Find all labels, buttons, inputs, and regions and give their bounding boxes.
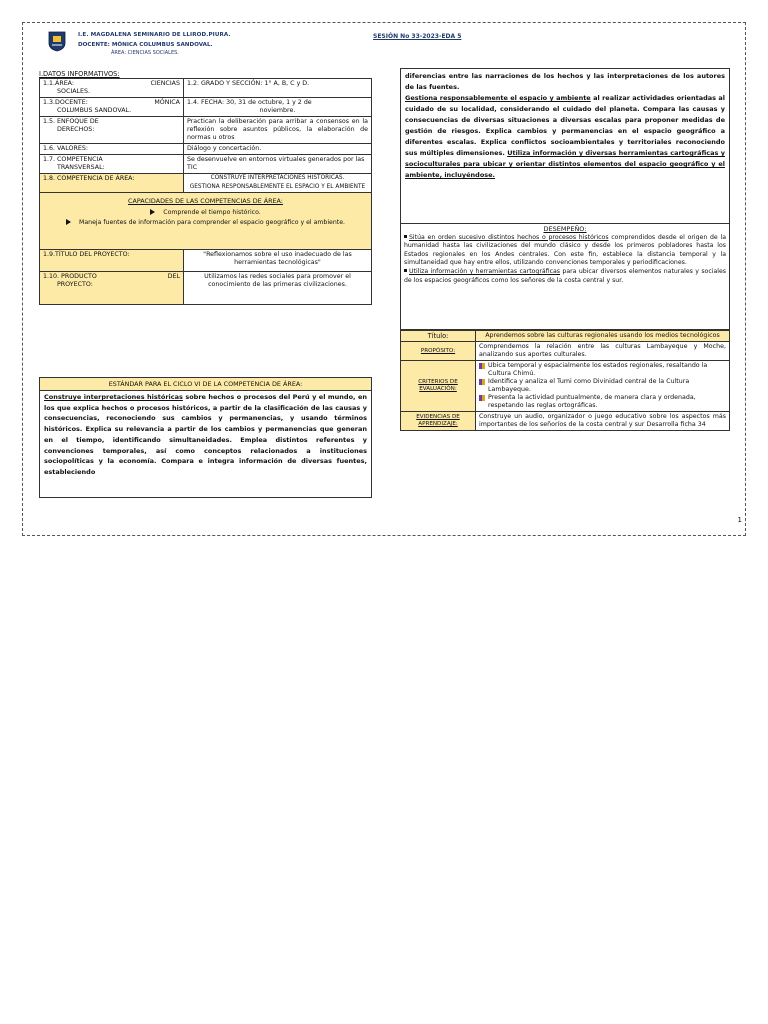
- estandar-box: [39, 377, 372, 498]
- capacidad-item: Maneja fuentes de información para comprender el espacio geográfico y el ambiente.: [43, 219, 368, 227]
- competencia-transversal-label-1: 1.7. COMPETENCIA: [43, 156, 103, 163]
- flag-bullet-icon: [479, 363, 485, 369]
- table-row: [40, 155, 372, 174]
- desempeno-item: [404, 234, 726, 268]
- evidencias-label: EVIDENCIAS DE APRENDIZAJE:: [401, 412, 476, 431]
- competencia-area-values: [184, 174, 372, 193]
- table-row: [40, 144, 372, 155]
- criterios-cell: [476, 361, 730, 412]
- fecha-line-1: 1.4. FECHA: 30, 31 de octubre, 1 y 2 de: [187, 99, 312, 106]
- session-table: [400, 330, 730, 431]
- table-row: [401, 412, 730, 431]
- table-row: [40, 272, 372, 305]
- titulo-proyecto-value: "Reflexionamos sobre el uso inadecuado de las herramientas tecnológicas": [184, 250, 372, 272]
- desempeno-item-lead: Utiliza información y herramientas cartográficas: [409, 267, 561, 275]
- criterio-item: Presenta la actividad puntualmente, de manera clara y ordenada, respetando las reglas ortográficas.: [479, 394, 726, 410]
- capacidad-item: Comprende el tiempo histórico.: [43, 209, 368, 217]
- producto-label-1: 1.10. PRODUCTO: [43, 273, 97, 280]
- gestiona-text: al realizar actividades orientadas al cuidado de su localidad, considerando el cuidado del planeta. Compara las causas y consecuencias de diversas situaciones a diversas escalas para proponer medidas de gestión de riesgos. Explica cambios y permanencias en el espacio geográfico a diferentes escalas. Explica conflictos socioambientales y territoriales reconociendo sus múltiples dimensiones.: [405, 94, 725, 157]
- desempeno-item: [404, 268, 726, 285]
- valores-label: 1.6. VALORES:: [40, 144, 184, 155]
- evidencias-value: Construye un audio, organizador o juego educativo sobre los aspectos más importantes de los señoríos de la costa central y sur Desarrolla ficha 34: [476, 412, 730, 431]
- table-row: [401, 342, 730, 361]
- producto-label-cell: [40, 272, 184, 305]
- competencia-area-2: GESTIONA RESPONSABLEMENTE EL ESPACIO Y EL AMBIENTE: [189, 183, 366, 190]
- fecha-cell: [184, 98, 372, 117]
- table-row: [40, 117, 372, 144]
- table-row: [40, 98, 372, 117]
- desempeno-item-text: comprendidos desde el origen de la humanidad hasta las civilizaciones del mundo clásico y desde los primeros pobladores hasta los Estados regionales en los Andes centrales. Con este fin, establece la distancia temporal y la simultaneidad que hay entre ellos, utilizando convenciones temporales y periodificaciones.: [404, 233, 726, 267]
- desempeno-title: DESEMPEÑO:: [543, 225, 587, 233]
- grado-cell: 1.2. GRADO Y SECCIÓN: 1° A, B, C y D.: [184, 79, 372, 98]
- titulo-proyecto-label: 1.9.TÍTULO DEL PROYECTO:: [40, 250, 184, 272]
- criterios-label: CRITERIOS DE EVALUACIÓN:: [401, 361, 476, 412]
- estandar-text: sobre hechos o procesos del Perú y el mundo, en los que explica hechos o procesos históricos, a partir de la clasificación de las causas y consecuencias, reconociendo sus cambios y permanencias, y usando términos históricos. Explica su relevancia a partir de los cambios y permanencias que generan en el tiempo, identificando simultaneidades. Emplea distintos referentes y convenciones temporales, así como conceptos relacionados a instituciones sociopolíticas y la economía. Compara e integra información de diversas fuentes, estableciendo: [44, 393, 367, 476]
- area-value: CIENCIAS: [150, 80, 180, 87]
- page-number: 1: [737, 516, 742, 524]
- table-row: [40, 250, 372, 272]
- datos-informativos-table: [39, 78, 372, 305]
- desempeno-item-lead: Sitúa en orden sucesivo distintos hechos o procesos históricos: [409, 233, 609, 241]
- desempeno-box: [400, 224, 730, 330]
- capacidades-cell: [40, 193, 372, 250]
- proposito-value: Comprendemos la relación entre las culturas Lambayeque y Moche, analizando sus aportes culturales.: [476, 342, 730, 361]
- arrow-bullet-icon: [150, 209, 155, 215]
- producto-value: Utilizamos las redes sociales para promover el conocimiento de las primeras civilizaciones.: [184, 272, 372, 305]
- enfoque-label-1: 1.5. ENFOQUE DE: [43, 118, 99, 125]
- fecha-line-2: noviembre.: [259, 107, 296, 114]
- competencia-transversal-label-2: TRANSVERSAL:: [57, 164, 105, 171]
- flag-bullet-icon: [479, 379, 485, 385]
- area-value-cont: SOCIALES.: [57, 88, 91, 95]
- capacidades-title: CAPACIDADES DE LAS COMPETENCIAS DE ÁREA:: [128, 197, 283, 205]
- document-page: [22, 22, 746, 536]
- table-row: [401, 331, 730, 342]
- enfoque-value: Practican la deliberación para arribar a consensos en la reflexión sobre asuntos públicos, la elaboración de normas u otros: [184, 117, 372, 144]
- competencia-area-label: 1.8. COMPETENCIA DE ÁREA:: [40, 174, 184, 193]
- competencia-area-1: CONSTRUYE INTERPRETACIONES HISTÓRICAS.: [210, 175, 345, 181]
- gestiona-paragraph: [405, 93, 725, 181]
- table-row: [40, 193, 372, 250]
- enfoque-label-cell: [40, 117, 184, 144]
- criterio-item: Ubica temporal y espacialmente los estados regionales, resaltando la Cultura Chimú.: [479, 362, 726, 378]
- docente-label: 1.3.DOCENTE:: [43, 99, 88, 106]
- valores-value: Diálogo y concertación.: [184, 144, 372, 155]
- datos-informativos-title: I.DATOS INFORMATIVOS:: [39, 70, 120, 78]
- table-row: [40, 174, 372, 193]
- gestiona-lead: Gestiona responsablemente el espacio y ambiente: [405, 94, 591, 102]
- producto-label-2: DEL: [167, 273, 180, 280]
- estandar-continuation-box: [400, 68, 730, 224]
- criterio-item: Identifica y analiza el Tumi como Divinidad central de la Cultura Lambayeque.: [479, 378, 726, 394]
- header-teacher: DOCENTE: MÓNICA COLUMBUS SANDOVAL.: [78, 42, 213, 48]
- titulo-value: Aprendemos sobre las culturas regionales usando los medios tecnológicos: [476, 331, 730, 342]
- proposito-label: PROPÓSITO:: [401, 342, 476, 361]
- estandar-lead: Construye interpretaciones históricas: [44, 393, 183, 401]
- estandar-cont-paragraph: diferencias entre las narraciones de los hechos y las interpretaciones de los autores de las fuentes.: [405, 72, 725, 91]
- docente-value-cont: COLUMBUS SANDOVAL.: [57, 107, 132, 114]
- gestiona-tail: Utiliza información y diversas herramientas cartográficas y socioculturales para ubicar y orientar distintos elementos del espacio geográfico y el ambiente, incluyéndose.: [405, 149, 725, 179]
- titulo-label: Título:: [401, 331, 476, 342]
- arrow-bullet-icon: [66, 219, 71, 225]
- table-row: [401, 361, 730, 412]
- area-cell: [40, 79, 184, 98]
- enfoque-label-2: DERECHOS:: [57, 126, 95, 133]
- producto-label-3: PROYECTO:: [57, 281, 93, 288]
- competencia-transversal-label-cell: [40, 155, 184, 174]
- docente-cell: [40, 98, 184, 117]
- table-row: [40, 79, 372, 98]
- school-name: I.E. MAGDALENA SEMINARIO DE LLIROD.PIURA.: [78, 32, 231, 38]
- bullet-icon: [404, 235, 407, 238]
- session-number: SESIÓN No 33-2023-EDA 5: [373, 33, 462, 40]
- estandar-body: [40, 391, 371, 479]
- desempeno-item-text: para ubicar diversos elementos naturales y sociales de los espacios geográficos como los señores de la costa central y sur.: [404, 267, 727, 284]
- flag-bullet-icon: [479, 395, 485, 401]
- competencia-transversal-value: Se desenvuelve en entornos virtuales generados por las TIC: [184, 155, 372, 174]
- estandar-title: ESTÁNDAR PARA EL CICLO VI DE LA COMPETENCIA DE ÁREA:: [40, 378, 371, 391]
- docente-value: MÓNICA: [154, 99, 180, 106]
- header-area: ÁREA: CIENCIAS SOCIALES.: [111, 50, 179, 56]
- bullet-icon: [404, 269, 407, 272]
- school-crest-icon: [48, 31, 66, 52]
- area-label: 1.1.ÁREA:: [43, 80, 74, 87]
